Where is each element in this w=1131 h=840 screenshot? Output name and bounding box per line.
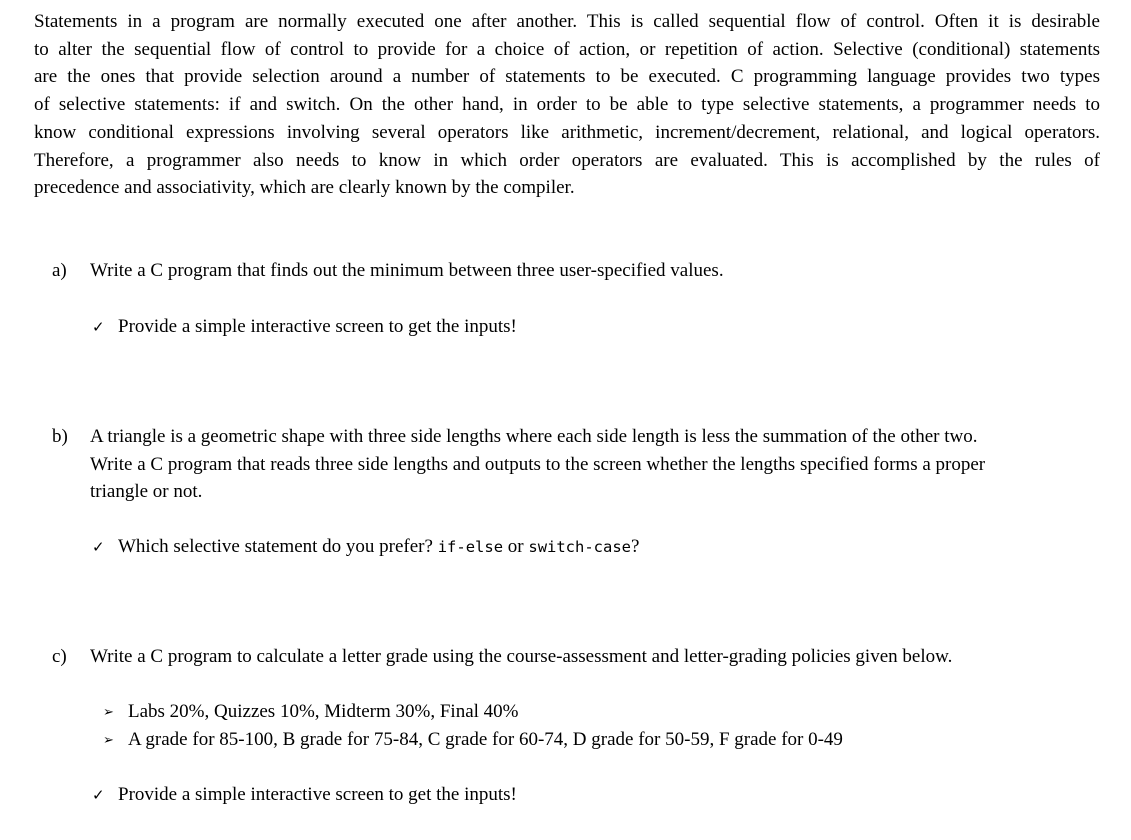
arrow-bullet-icon: ➢ — [103, 705, 114, 720]
intro-line: are the ones that provide selection around a number of statements to be executed. C programming language provides two types — [34, 66, 1100, 88]
code-switch-case: switch-case — [528, 538, 632, 556]
intro-line: Therefore, a programmer also needs to know in which order operators are evaluated. This is accomplished by the rules of — [34, 149, 1100, 171]
question-c-check-item — [92, 781, 517, 810]
code-if-else: if-else — [437, 538, 504, 556]
question-c-marker: c) — [52, 646, 67, 667]
policy-item-grading — [103, 726, 843, 756]
question-a-check-text: Provide a simple interactive screen to get the inputs! — [118, 316, 517, 337]
question-c-check-text: Provide a simple interactive screen to get the inputs! — [118, 784, 517, 805]
question-b-line: triangle or not. — [90, 481, 203, 503]
question-b-check-suffix: ? — [631, 536, 640, 557]
check-mark-icon: ✓ — [92, 318, 105, 336]
question-a-text: Write a C program that finds out the minimum between three user-specified values. — [90, 260, 724, 281]
arrow-bullet-icon: ➢ — [103, 733, 114, 748]
question-c-text: Write a C program to calculate a letter grade using the course-assessment and letter-grading policies given below. — [90, 646, 953, 667]
question-b-check-prefix: Which selective statement do you prefer? — [118, 536, 433, 557]
question-b-marker: b) — [52, 426, 68, 447]
intro-paragraph — [34, 8, 1100, 202]
question-b-line: Write a C program that reads three side lengths and outputs to the screen whether the lengths specified forms a proper — [90, 453, 986, 475]
intro-line: know conditional expressions involving several operators like arithmetic, increment/decrement, relational, and logical operators. — [34, 121, 1100, 143]
intro-line: precedence and associativity, which are clearly known by the compiler. — [34, 177, 575, 199]
question-a-marker: a) — [52, 260, 67, 281]
question-b-line: A triangle is a geometric shape with three side lengths where each side length is less the summation of the other two. — [90, 426, 978, 447]
policy-item-assessment — [103, 698, 518, 728]
check-mark-icon: ✓ — [92, 786, 105, 804]
question-b-text — [90, 423, 1090, 506]
question-b-connector: or — [507, 536, 524, 557]
intro-line: of selective statements: if and switch. On the other hand, in order to be able to type selective statements, a programmer needs to — [34, 94, 1100, 116]
question-b-check-item — [92, 533, 639, 562]
policy-text: A grade for 85-100, B grade for 75-84, C grade for 60-74, D grade for 50-59, F grade for 0-49 — [128, 729, 843, 750]
policy-text: Labs 20%, Quizzes 10%, Midterm 30%, Final 40% — [128, 701, 519, 722]
check-mark-icon: ✓ — [92, 538, 105, 556]
intro-line: Statements in a program are normally executed one after another. This is called sequential flow of control. Often it is desirable — [34, 11, 1100, 32]
intro-line: to alter the sequential flow of control to provide for a choice of action, or repetition of action. Selective (conditional) statements — [34, 38, 1100, 60]
question-a-check-item — [92, 313, 517, 342]
